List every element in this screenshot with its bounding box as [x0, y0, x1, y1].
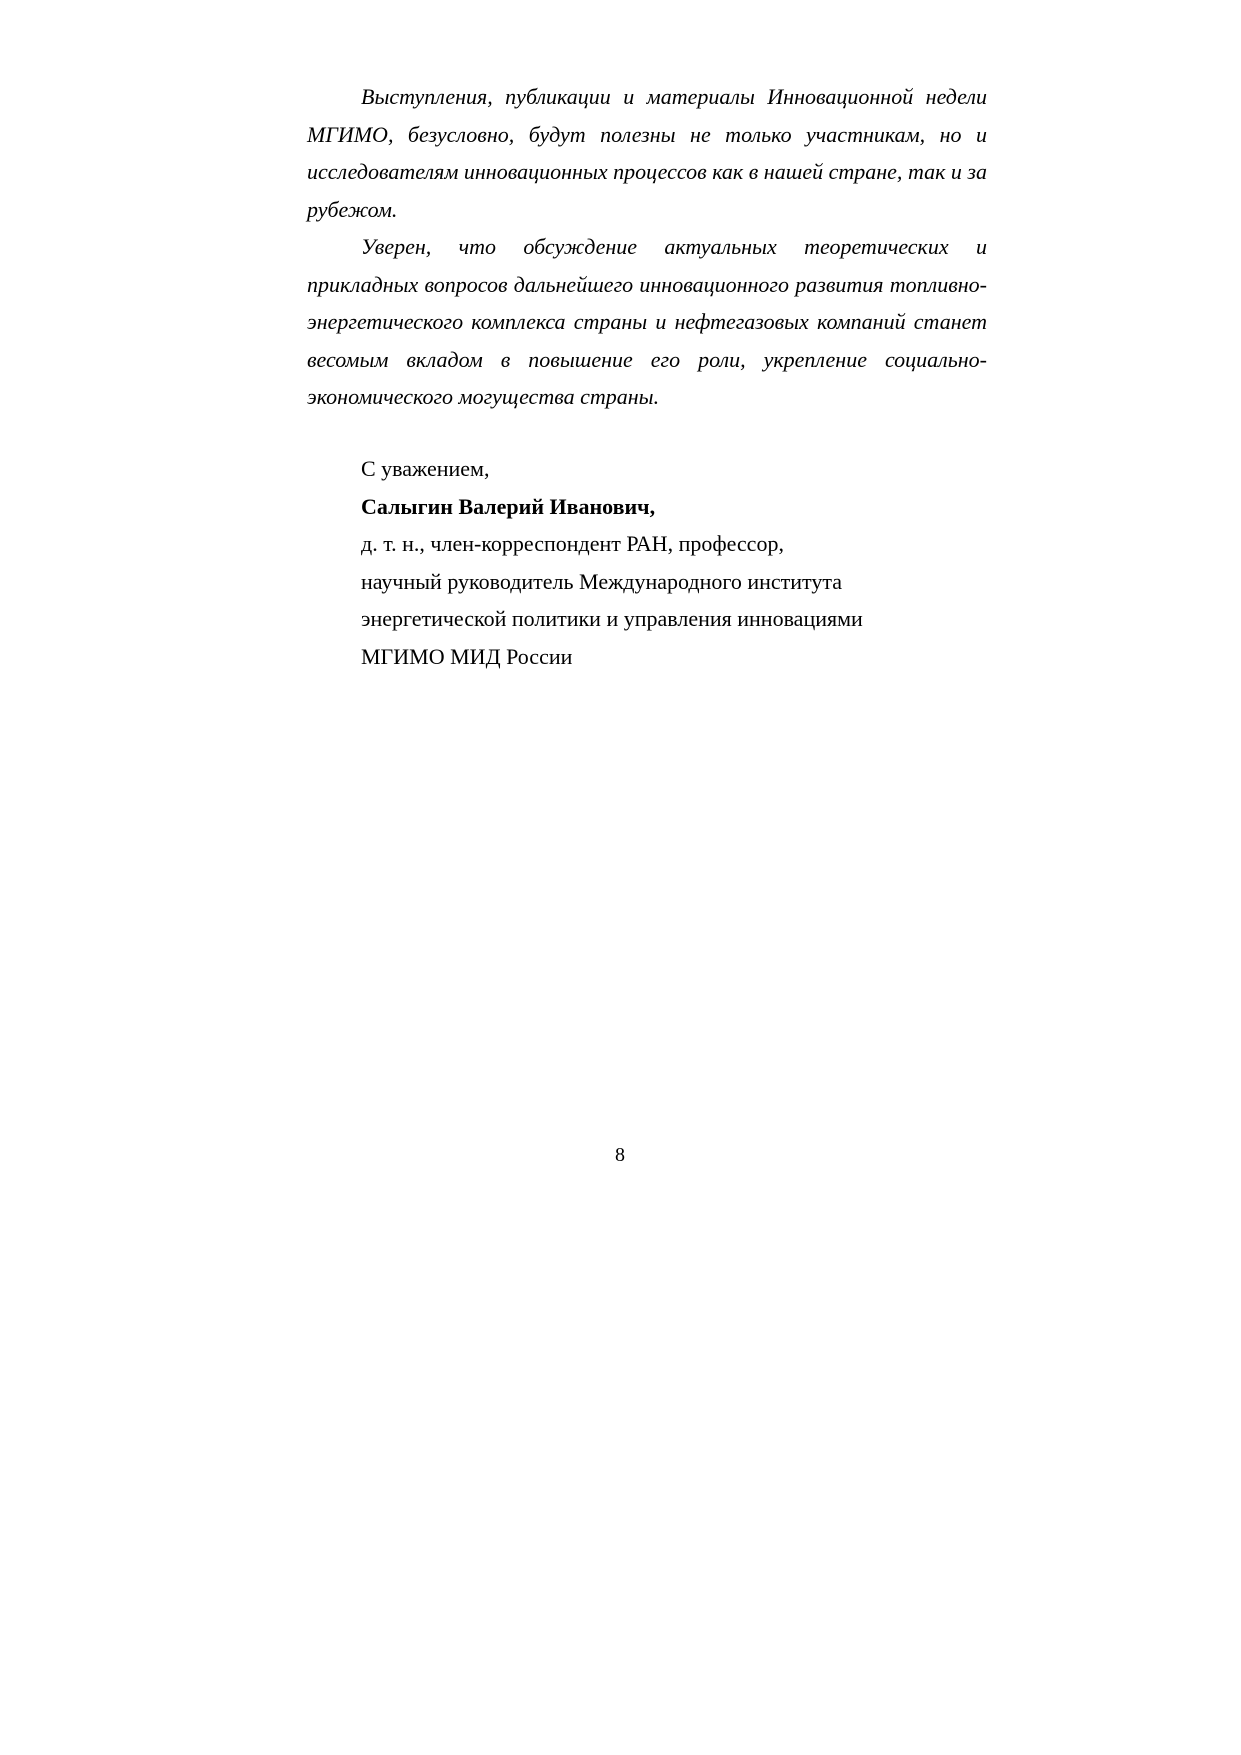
signature-block	[361, 450, 1001, 675]
page-number: 8	[615, 1144, 625, 1166]
closing-phrase: С уважением,	[361, 456, 490, 481]
paragraph: Выступления, публикации и материалы Инновационной недели МГИМО, безусловно, будут полезны не только участникам, но и исследователям инновационных процессов как в нашей стране, так и за рубежом.	[307, 84, 987, 222]
author-name: Салыгин Валерий Иванович,	[361, 493, 656, 519]
author-title-line: энергетической политики и управления инновациями	[361, 606, 863, 631]
author-title-line: д. т. н., член-корреспондент РАН, профессор,	[361, 531, 784, 556]
body-text	[307, 78, 987, 416]
author-title-line: МГИМО МИД России	[361, 643, 573, 669]
author-title-line: научный руководитель Международного института	[361, 568, 843, 594]
paragraph: Уверен, что обсуждение актуальных теоретических и прикладных вопросов дальнейшего инновационного развития топливно-энергетического комплекса страны и нефтегазовых компаний станет весомым вкладом в повышение его роли, укрепление социально-экономического могущества страны.	[307, 234, 987, 409]
